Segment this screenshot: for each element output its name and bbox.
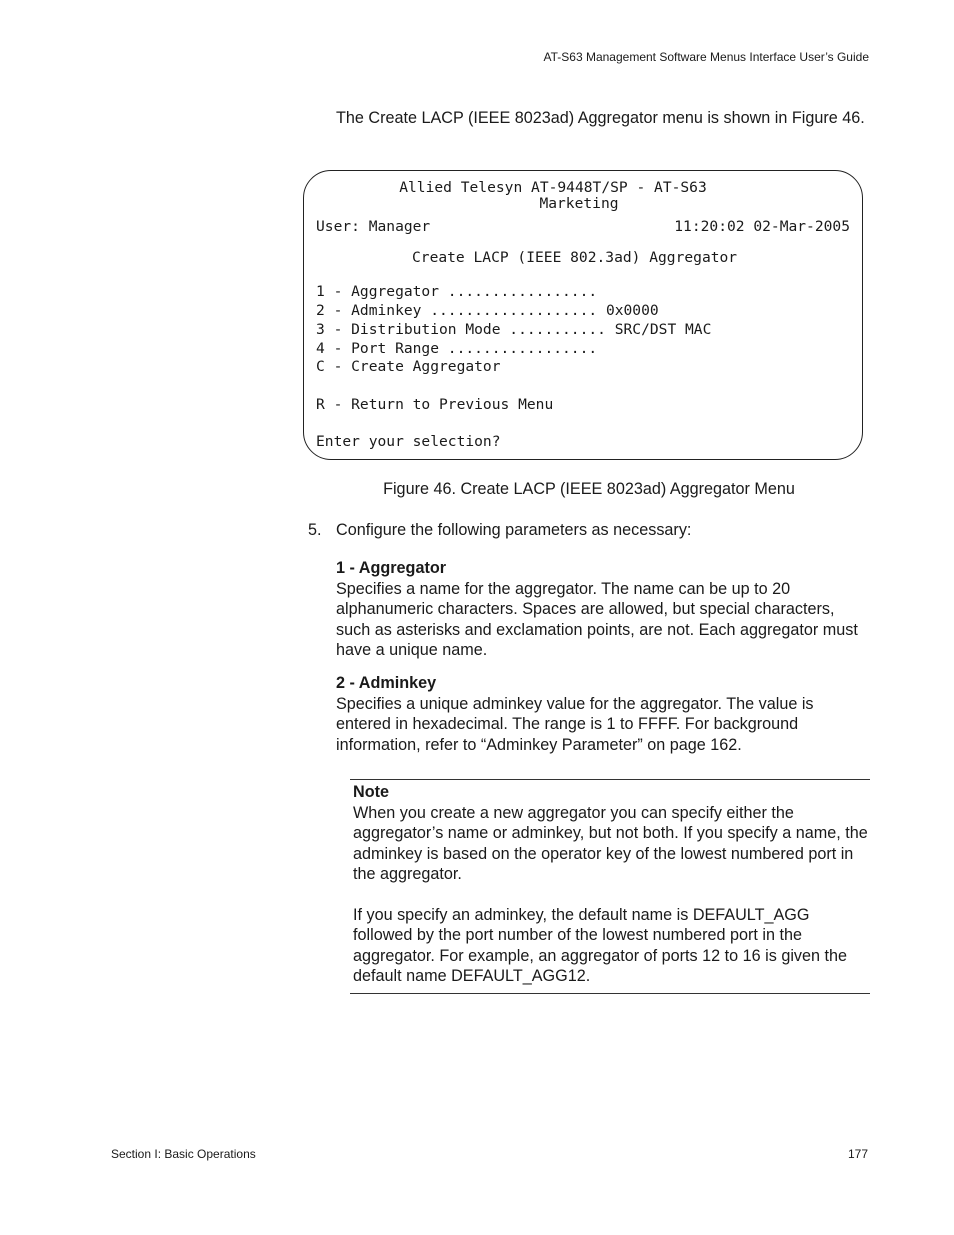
param-heading: 1 - Aggregator bbox=[336, 559, 447, 577]
menu-item-create-aggregator[interactable]: C - Create Aggregator bbox=[316, 358, 501, 375]
menu-item-return[interactable]: R - Return to Previous Menu bbox=[316, 396, 554, 413]
step-number: 5. bbox=[308, 521, 322, 539]
note-paragraph-1: When you create a new aggregator you can specify either the aggregator’s name or adminkey, but not both. If you specify a name, the adminkey is based on the operator key of the lowest numbered port in the aggregator. bbox=[353, 803, 868, 883]
menu-item-port-range[interactable]: 4 - Port Range ................. bbox=[316, 340, 598, 357]
menu-item-adminkey[interactable]: 2 - Adminkey ................... 0x0000 bbox=[316, 302, 659, 319]
terminal-title-line2: Marketing bbox=[539, 195, 619, 212]
terminal-title-line1: Allied Telesyn AT-9448T/SP - AT-S63 bbox=[399, 179, 707, 196]
footer-section: Section I: Basic Operations bbox=[111, 1147, 256, 1161]
terminal-prompt: Enter your selection? bbox=[316, 433, 501, 450]
figure-caption: Figure 46. Create LACP (IEEE 8023ad) Aggregator Menu bbox=[383, 480, 795, 498]
param-heading: 2 - Adminkey bbox=[336, 674, 437, 692]
terminal-menu-title: Create LACP (IEEE 802.3ad) Aggregator bbox=[412, 249, 738, 266]
terminal-user: User: Manager bbox=[316, 218, 431, 235]
param-aggregator bbox=[336, 558, 870, 661]
running-header: AT-S63 Management Software Menus Interface User’s Guide bbox=[543, 50, 869, 64]
intro-paragraph: The Create LACP (IEEE 8023ad) Aggregator menu is shown in Figure 46. bbox=[336, 109, 865, 127]
menu-item-distribution-mode[interactable]: 3 - Distribution Mode ........... SRC/DST MAC bbox=[316, 321, 712, 338]
param-description: Specifies a unique adminkey value for the aggregator. The value is entered in hexadecimal. The range is 1 to FFFF. For background information, refer to “Adminkey Parameter” on page 162. bbox=[336, 694, 814, 754]
terminal-screen bbox=[303, 170, 863, 460]
param-adminkey bbox=[336, 673, 870, 755]
step-text: Configure the following parameters as necessary: bbox=[336, 521, 692, 539]
terminal-timestamp: 11:20:02 02-Mar-2005 bbox=[674, 218, 850, 235]
param-description: Specifies a name for the aggregator. The name can be up to 20 alphanumeric characters. Spaces are allowed, but special characters, such as asterisks and exclamation points, are not. Each aggregator must have a unique name. bbox=[336, 579, 858, 659]
page-number: 177 bbox=[847, 1147, 868, 1161]
note-box bbox=[350, 779, 870, 994]
note-paragraph-2: If you specify an adminkey, the default name is DEFAULT_AGG followed by the port number of the lowest numbered port in the aggregator. For example, an aggregator of ports 12 to 16 is given the default name DEFAULT_AGG12. bbox=[353, 905, 848, 985]
note-heading: Note bbox=[353, 783, 389, 801]
step-item bbox=[308, 520, 868, 541]
menu-item-aggregator[interactable]: 1 - Aggregator ................. bbox=[316, 283, 598, 300]
